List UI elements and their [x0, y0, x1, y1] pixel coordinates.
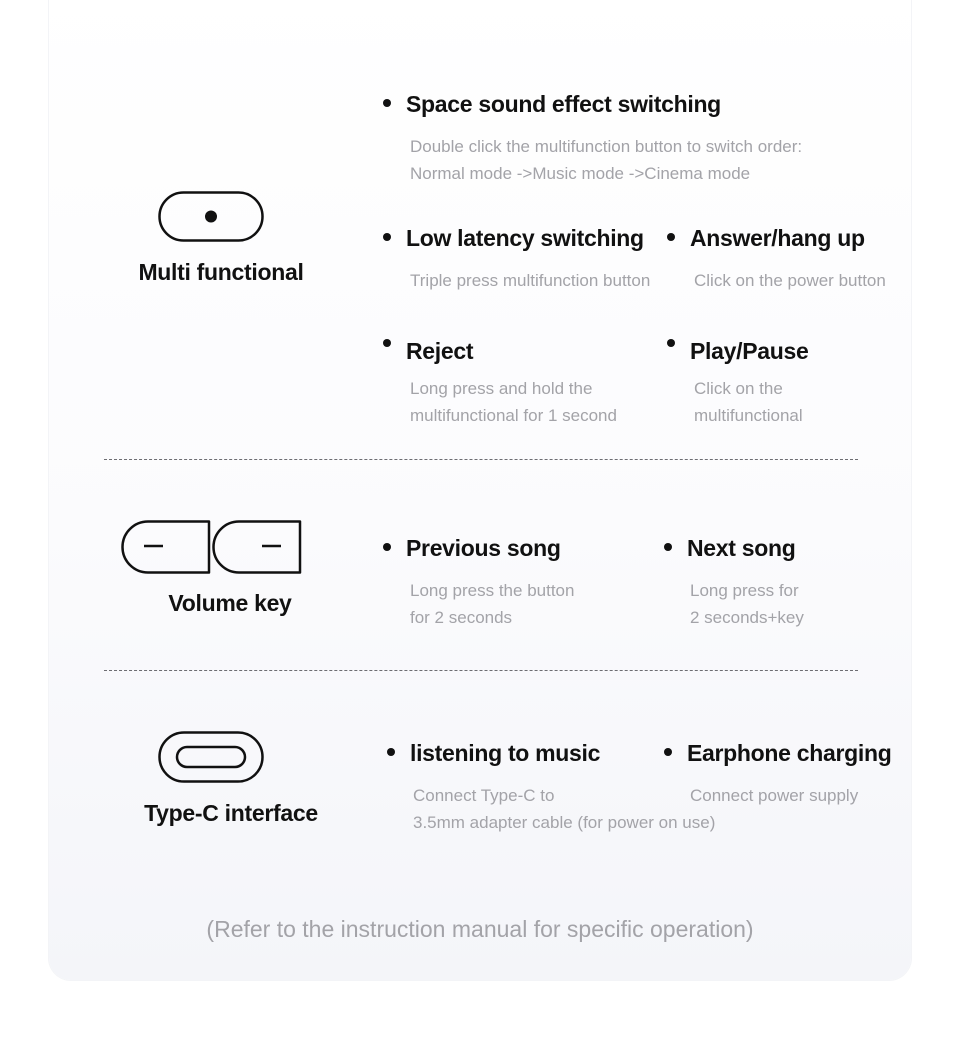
feature-desc-earphone-charging: Connect power supply — [690, 786, 859, 805]
bullet-dot — [383, 99, 391, 107]
bullet-dot — [667, 339, 675, 347]
feature-desc-answer-hang-up: Click on the power button — [694, 271, 886, 290]
feature-title-listening-to-music: listening to music — [387, 740, 600, 767]
feature-title-reject: Reject — [383, 338, 473, 365]
feature-desc-reject: Long press and hold the multifunctional for 1 second — [410, 379, 617, 425]
type-c-port-icon — [158, 731, 264, 783]
feature-desc-listening-to-music: Connect Type-C to 3.5mm adapter cable (for power on use) — [413, 786, 716, 832]
bullet-dot — [383, 543, 391, 551]
bullet-dot — [667, 233, 675, 241]
feature-title-space-sound: Space sound effect switching — [383, 91, 721, 118]
feature-title-previous-song: Previous song — [383, 535, 561, 562]
feature-desc-next-song: Long press for 2 seconds+key — [690, 581, 804, 627]
volume-key-icon — [121, 520, 303, 574]
feature-title-answer-hang-up: Answer/hang up — [667, 225, 865, 252]
bullet-dot — [387, 748, 395, 756]
multifunction-button-icon — [158, 191, 264, 242]
feature-title-earphone-charging: Earphone charging — [664, 740, 891, 767]
section-divider — [104, 459, 858, 460]
footer-note: (Refer to the instruction manual for specific operation) — [206, 916, 754, 942]
feature-desc-previous-song: Long press the button for 2 seconds — [410, 581, 575, 627]
feature-desc-space-sound: Double click the multifunction button to switch order: Normal mode ->Music mode ->Cinema mode — [410, 137, 803, 183]
feature-title-next-song: Next song — [664, 535, 795, 562]
feature-title-low-latency: Low latency switching — [383, 225, 644, 252]
feature-desc-play-pause: Click on the multifunctional — [694, 379, 803, 425]
section-label-type-c-interface: Type-C interface — [144, 800, 318, 826]
section-label-multi-functional: Multi functional — [138, 259, 304, 285]
feature-title-play-pause: Play/Pause — [667, 338, 808, 365]
feature-desc-low-latency: Triple press multifunction button — [410, 271, 651, 290]
bullet-dot — [383, 339, 391, 347]
bullet-dot — [383, 233, 391, 241]
section-label-volume-key: Volume key — [168, 590, 292, 616]
bullet-dot — [664, 748, 672, 756]
bullet-dot — [664, 543, 672, 551]
section-divider — [104, 670, 858, 671]
